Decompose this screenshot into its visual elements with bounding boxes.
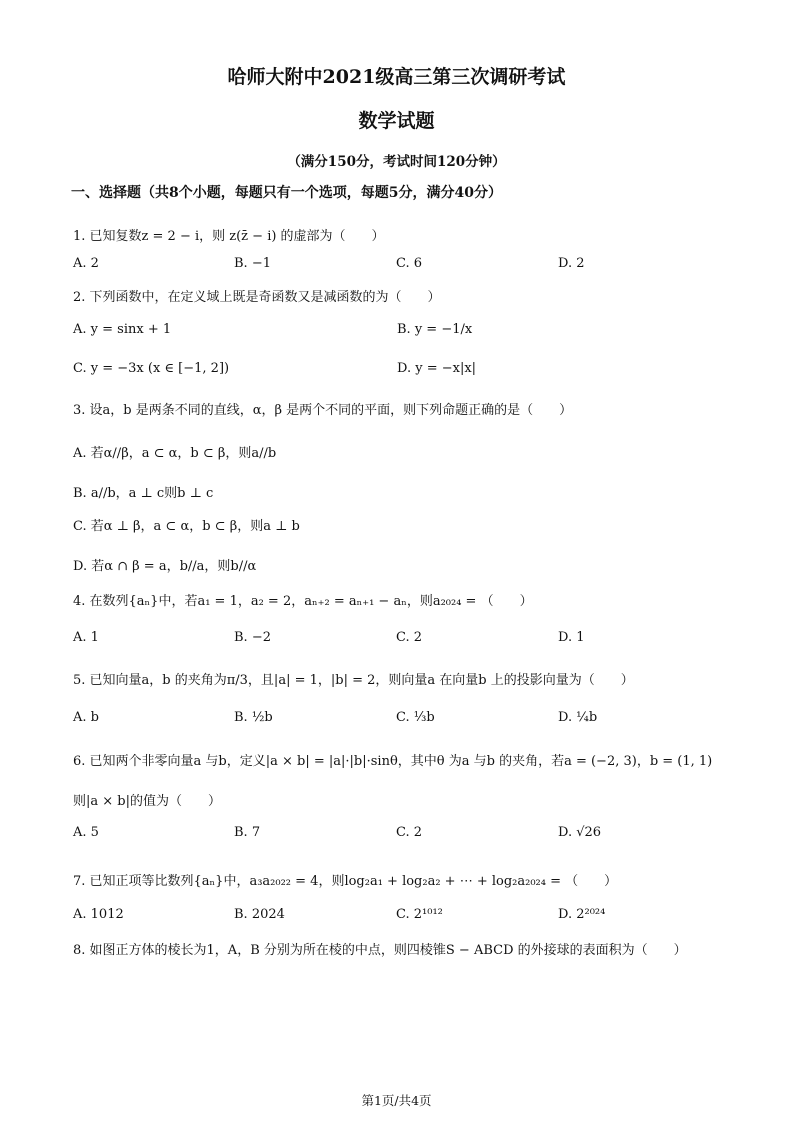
question-5-option-b: B. ½b (234, 710, 273, 725)
question-6-option-a: A. 5 (73, 825, 99, 840)
question-1-option-d: D. 2 (558, 256, 585, 271)
question-3-option-c: C. 若α ⊥ β，a ⊂ α，b ⊂ β，则a ⊥ b (73, 519, 300, 534)
question-2-option-b: B. y = −1/x (397, 322, 473, 337)
question-6-stem-continued: 则|a × b|的值为（ ） (73, 794, 221, 809)
question-5-option-d: D. ¼b (558, 710, 598, 725)
question-3-option-d: D. 若α ∩ β = a，b//a，则b//α (73, 559, 257, 574)
page-footer: 第1页/共4页 (361, 1093, 432, 1108)
question-2-option-a: A. y = sinx + 1 (73, 322, 172, 337)
question-6-option-d: D. √26 (558, 825, 602, 840)
question-7-option-a: A. 1012 (73, 907, 124, 922)
question-7-option-b: B. 2024 (234, 907, 285, 922)
question-8-stem: 8. 如图正方体的棱长为1，A，B 分别为所在棱的中点，则四棱锥S − ABCD 的外接球的表面积为（ ） (73, 943, 687, 958)
question-7-option-d: D. 2²⁰²⁴ (558, 907, 606, 922)
question-7-option-c: C. 2¹⁰¹² (396, 907, 443, 922)
page-title: 哈师大附中2021级高三第三次调研考试 (227, 66, 566, 88)
section-heading: 一、选择题（共8个小题，每题只有一个选项，每题5分，满分40分） (71, 185, 502, 201)
question-6-stem: 6. 已知两个非零向量a 与b，定义|a × b| = |a|·|b|·sinθ，其中θ 为a 与b 的夹角，若a = (−2, 3)，b = (1, 1) (73, 754, 713, 769)
question-4-option-b: B. −2 (234, 630, 271, 645)
question-1-option-b: B. −1 (234, 256, 271, 271)
question-1-option-a: A. 2 (73, 256, 99, 271)
question-5-stem: 5. 已知向量a，b 的夹角为π/3，且|a| = 1，|b| = 2，则向量a 在向量b 上的投影向量为（ ） (73, 673, 634, 688)
question-4-option-a: A. 1 (73, 630, 99, 645)
question-1-option-c: C. 6 (396, 256, 423, 271)
question-5-option-c: C. ⅓b (396, 710, 435, 725)
exam-note: （满分150分，考试时间120分钟） (287, 154, 506, 170)
question-2-option-c: C. y = −3x (x ∈ [−1, 2]) (73, 361, 230, 376)
question-6-option-c: C. 2 (396, 825, 423, 840)
question-4-option-d: D. 1 (558, 630, 585, 645)
question-7-stem: 7. 已知正项等比数列{aₙ}中，a₃a₂₀₂₂ = 4，则log₂a₁ + log₂a₂ + ⋯ + log₂a₂₀₂₄ = （ ） (73, 874, 618, 889)
question-3-option-b: B. a//b，a ⊥ c则b ⊥ c (73, 486, 214, 501)
question-2-option-d: D. y = −x|x| (397, 361, 477, 376)
page-subtitle: 数学试题 (358, 110, 435, 132)
question-5-option-a: A. b (73, 710, 99, 725)
question-1-stem: 1. 已知复数z = 2 − i，则 z(z̄ − i) 的虚部为（ ） (73, 229, 385, 244)
question-4-stem: 4. 在数列{aₙ}中，若a₁ = 1，a₂ = 2，aₙ₊₂ = aₙ₊₁ − aₙ，则a₂₀₂₄ = （ ） (73, 594, 533, 609)
question-3-stem: 3. 设a，b 是两条不同的直线，α，β 是两个不同的平面，则下列命题正确的是（ ） (73, 403, 573, 418)
question-2-stem: 2. 下列函数中，在定义域上既是奇函数又是减函数的为（ ） (73, 290, 441, 305)
question-6-option-b: B. 7 (234, 825, 261, 840)
question-3-option-a: A. 若α//β，a ⊂ α，b ⊂ β，则a//b (73, 446, 277, 461)
question-4-option-c: C. 2 (396, 630, 423, 645)
